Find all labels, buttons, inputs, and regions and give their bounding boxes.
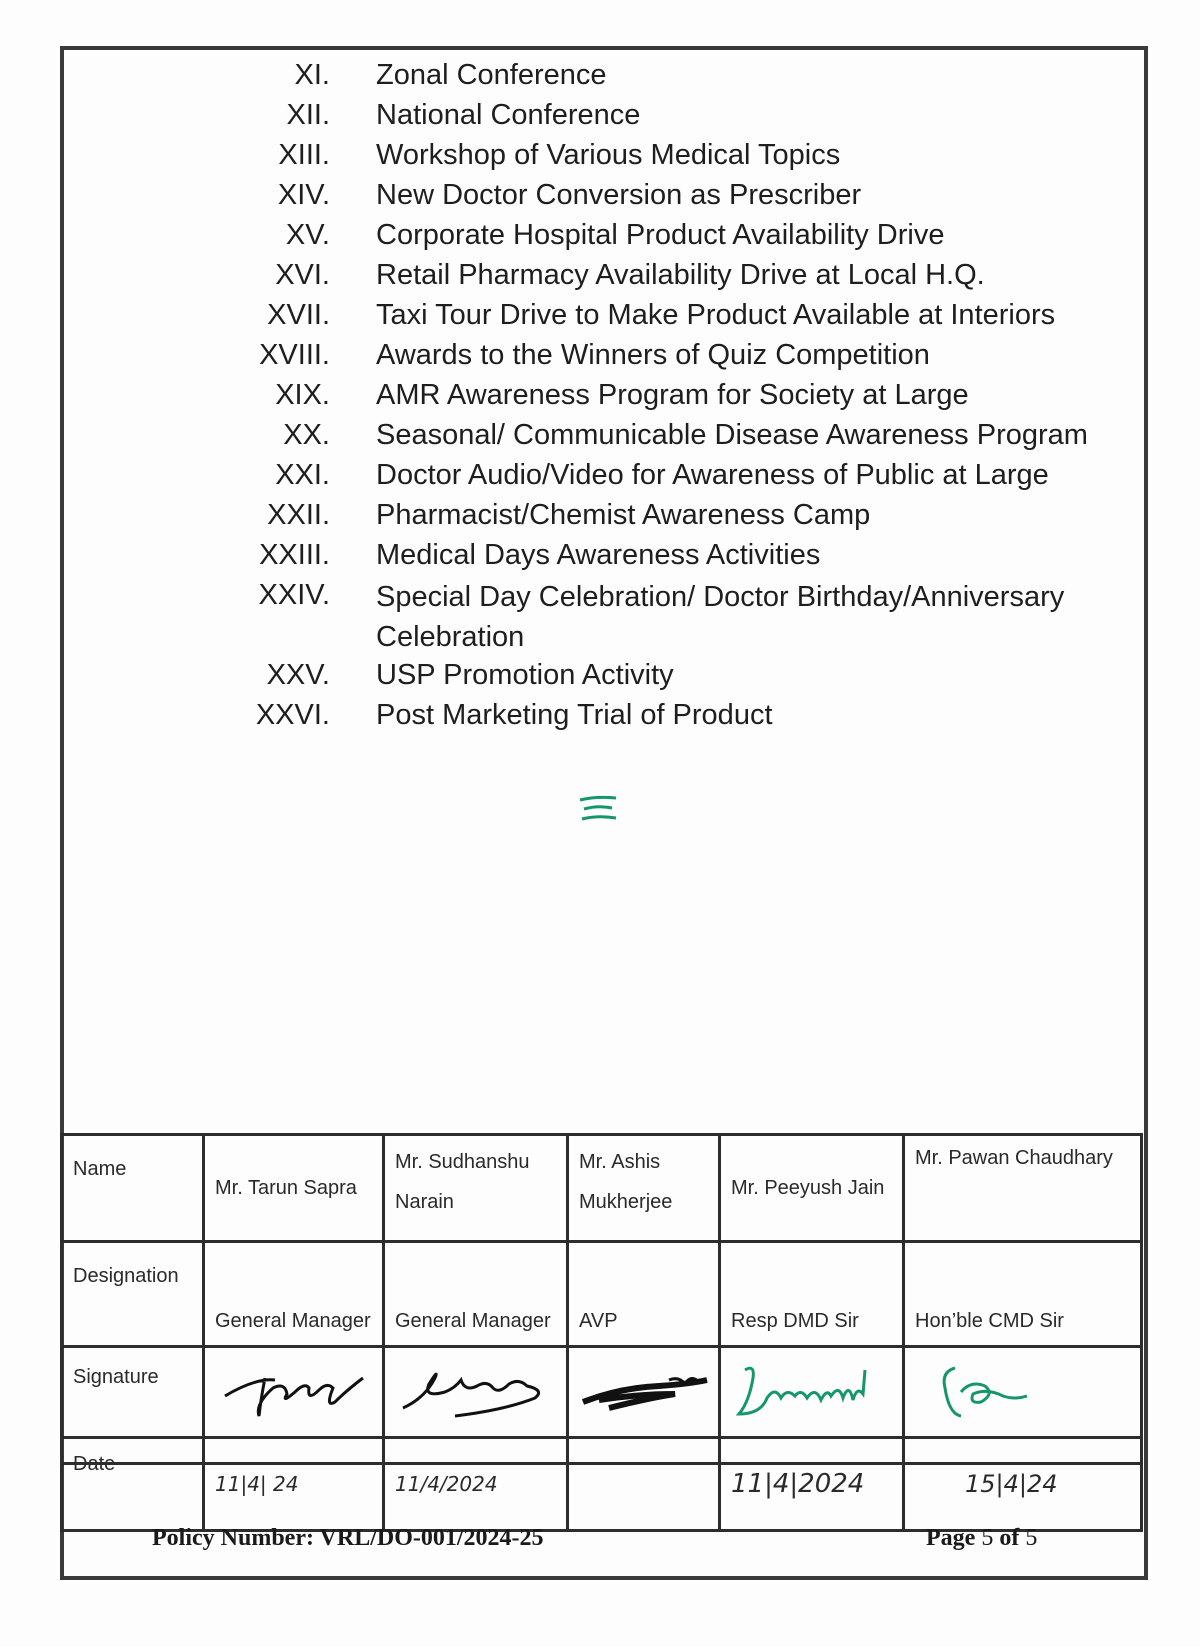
list-text: Workshop of Various Medical Topics [376,139,841,171]
list-numeral: XXIII. [259,539,330,571]
policy-number: Policy Number: VRL/DO-001/2024-25 [152,1525,544,1551]
signature-image [579,1358,719,1420]
end-mark-squiggle [576,792,622,826]
list-text: National Conference [376,99,641,131]
signature-image [731,1358,896,1420]
designation: Hon’ble CMD Sir [904,1242,1142,1347]
list-text: Awards to the Winners of Quiz Competition [376,339,930,371]
row-label: Designation [62,1242,204,1347]
date-value: 11|4| 24 [204,1438,384,1531]
signature-image [215,1358,375,1420]
designation: General Manager [384,1242,568,1347]
list-text: Doctor Audio/Video for Awareness of Public at Large [376,459,1049,491]
page-indicator [926,1525,1037,1552]
list-numeral: XXVI. [255,699,330,731]
person-name: Mr. Peeyush Jain [720,1135,904,1242]
table-row-designation [62,1242,1142,1347]
table-row-name [62,1135,1142,1242]
table-row-signature [62,1347,1142,1438]
list-text: Post Marketing Trial of Product [376,699,773,731]
row-label: Date [62,1438,204,1531]
list-numeral: XIII. [278,139,330,171]
list-numeral: XVIII. [259,339,330,371]
page-label: Page [926,1525,976,1551]
signature-ashis-mukherjee [568,1347,720,1438]
signature-sudhanshu-narain [384,1347,568,1438]
list-text: AMR Awareness Program for Society at Large [376,379,969,411]
list-numeral: XXIV. [258,579,330,611]
list-numeral: XVI. [275,259,330,291]
person-name: Mr. Pawan Chaudhary [904,1135,1142,1242]
list-numeral: XII. [286,99,330,131]
person-name: Mr. Tarun Sapra [204,1135,384,1242]
list-text: Pharmacist/Chemist Awareness Camp [376,499,871,531]
list-numeral: XIV. [277,179,330,211]
designation: Resp DMD Sir [720,1242,904,1347]
signature-peeyush-jain [720,1347,904,1438]
signature-image [915,1358,1055,1420]
list-numeral: XXI. [275,459,330,491]
list-text: Corporate Hospital Product Availability Drive [376,219,945,251]
date-value: 11|4|2024 [720,1438,904,1531]
footer-divider [60,1462,1140,1465]
list-numeral: XV. [285,219,330,251]
page-of: of [999,1525,1020,1551]
list-numeral: XX. [283,419,330,451]
list-text: Retail Pharmacy Availability Drive at Local H.Q. [376,259,985,291]
designation: AVP [568,1242,720,1347]
list-text: Zonal Conference [376,59,607,91]
date-value [568,1438,720,1531]
list-text: USP Promotion Activity [376,659,674,691]
list-text: Special Day Celebration/ Doctor Birthday/Anniversary Celebration [376,581,1065,653]
date-value: 15|4|24 [904,1438,1142,1531]
table-row-date [62,1438,1142,1531]
designation: General Manager [204,1242,384,1347]
signature-pawan-chaudhary [904,1347,1142,1438]
list-numeral: XVII. [267,299,330,331]
list-numeral: XIX. [275,379,330,411]
row-label: Name [62,1135,204,1242]
list-text: New Doctor Conversion as Prescriber [376,179,862,211]
list-text: Taxi Tour Drive to Make Product Available at Interiors [376,299,1056,331]
person-name: Mr. Sudhanshu Narain [384,1135,568,1242]
list-numeral: XXII. [267,499,330,531]
page-current: 5 [981,1525,994,1551]
list-text: Seasonal/ Communicable Disease Awareness Program [376,419,1088,451]
row-label: Signature [62,1347,204,1438]
list-text: Medical Days Awareness Activities [376,539,821,571]
person-name: Mr. Ashis Mukherjee [568,1135,720,1242]
list-numeral: XI. [294,59,330,91]
approval-table [60,1133,1143,1532]
date-value: 11/4/2024 [384,1438,568,1531]
signature-image [395,1358,560,1420]
page-total: 5 [1025,1525,1038,1551]
signature-tarun-sapra [204,1347,384,1438]
list-numeral: XXV. [266,659,330,691]
